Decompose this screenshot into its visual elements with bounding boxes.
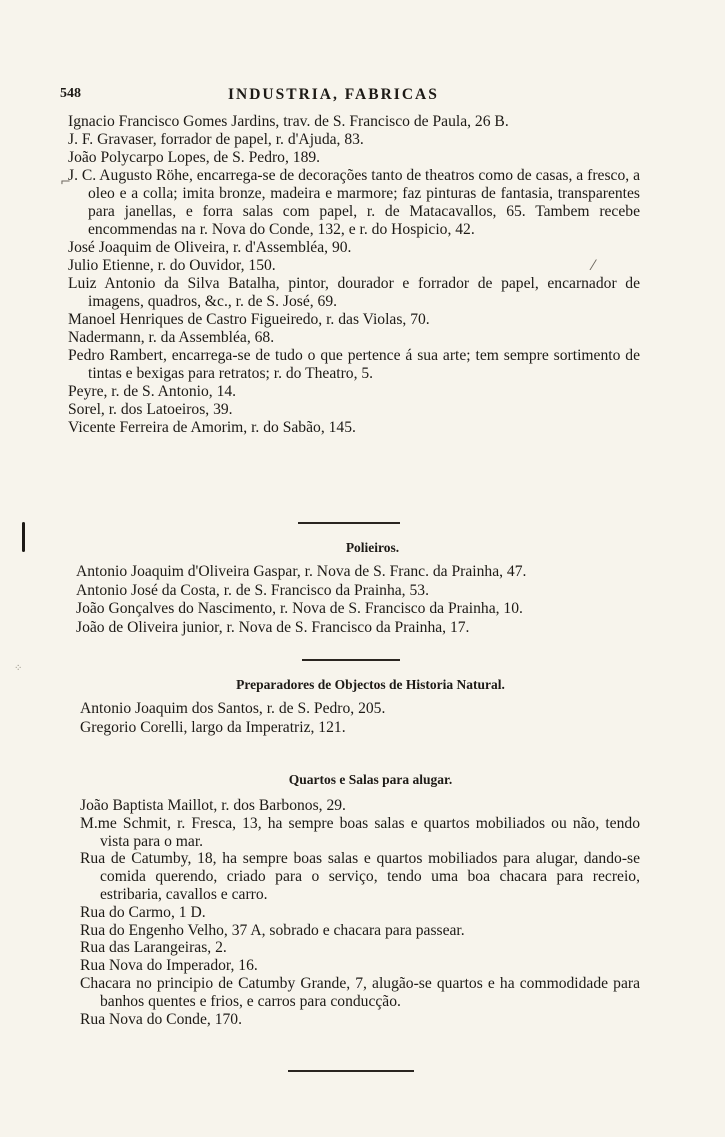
list-item: Rua do Carmo, 1 D. [80,903,206,921]
list-item: Luiz Antonio da Silva Batalha, pintor, dourador e forrador de papel, encarnador de imagens, quadros, &c., r. de S. José, 69. [68,275,640,310]
list-item: Chacara no principio de Catumby Grande, 7, alugão-se quartos e ha commodidade para banhos quentes e frios, e carros para conducção. [80,974,640,1010]
section-decorators [68,113,640,437]
pencil-mark: ⌐ [60,175,71,190]
list-item: Rua de Catumby, 18, ha sempre boas salas e quartos mobiliados para alugar, dando-se comida querendo, criado para o serviço, tendo uma boa chacara para recreio, estribaria, cavallos e carro. [80,850,640,903]
list-item: Gregorio Corelli, largo da Imperatriz, 121. [80,718,346,736]
list-item: M.me Schmit, r. Fresca, 13, ha sempre boas salas e quartos mobiliados ou não, tendo vista para o mar. [80,814,640,850]
list-item: Rua das Larangeiras, 2. [80,939,227,957]
page-header [60,86,660,106]
list-item: Sorel, r. dos Latoeiros, 39. [68,401,233,418]
list-item: Rua Nova do Conde, 170. [80,1010,242,1028]
list-item: Vicente Ferreira de Amorim, r. do Sabão, 145. [68,419,356,436]
list-item: J. C. Augusto Röhe, encarrega-se de decorações tanto de theatros como de casas, a fresco, a oleo e a colla; imita bronze, madeira e marmore; faz pinturas de fantasia, transparentes para janellas, e forra salas com papel, r. de Matacavallos, 65. Tambem recebe encommendas na r. Nova do Conde, 132, e r. do Hospicio, 42. [68,167,640,238]
running-title: INDUSTRIA, FABRICAS [228,86,439,103]
section-divider [302,659,400,661]
section-divider [298,522,400,524]
section-divider [288,1070,414,1072]
list-item: Rua Nova do Imperador, 16. [80,957,258,975]
margin-ink-mark [22,522,25,552]
list-item: João Baptista Maillot, r. dos Barbonos, 29. [80,797,346,814]
list-item: Antonio Joaquim dos Santos, r. de S. Pedro, 205. [80,700,386,717]
list-item: João de Oliveira junior, r. Nova de S. Francisco da Prainha, 17. [76,619,470,637]
list-item: Rua do Engenho Velho, 37 A, sobrado e chacara para passear. [80,921,465,939]
page-number: 548 [60,86,81,101]
section-heading-polieiros: Polieiros. [345,540,400,555]
list-item: Antonio Joaquim d'Oliveira Gaspar, r. Nova de S. Franc. da Prainha, 47. [76,563,527,580]
list-item: Julio Etienne, r. do Ouvidor, 150. [68,257,276,274]
list-item: João Gonçalves do Nascimento, r. Nova de S. Francisco da Prainha, 10. [76,600,523,618]
pencil-mark: ⁄ [592,258,595,274]
list-item: Pedro Rambert, encarrega-se de tudo o que pertence á sua arte; tem sempre sortimento de tintas e bexigas para retratos; r. do Theatro, 5. [68,347,640,382]
section-rooms [80,797,640,1028]
list-item: Ignacio Francisco Gomes Jardins, trav. de S. Francisco de Paula, 26 B. [68,113,509,130]
section-natural-history [80,700,640,737]
margin-specks: ⁘ [14,663,24,674]
list-item: José Joaquim de Oliveira, r. d'Assembléa, 90. [68,239,352,256]
list-item: Nadermann, r. da Assembléa, 68. [68,329,275,346]
list-item: João Polycarpo Lopes, de S. Pedro, 189. [68,149,321,166]
section-heading-rooms: Quartos e Salas para alugar. [288,772,453,787]
section-heading-natural-history: Preparadores de Objectos de Historia Natural. [236,677,505,692]
list-item: J. F. Gravaser, forrador de papel, r. d'Ajuda, 83. [68,131,364,148]
section-polieiros [76,563,644,638]
list-item: Antonio José da Costa, r. de S. Francisco da Prainha, 53. [76,581,429,599]
list-item: Peyre, r. de S. Antonio, 14. [68,383,237,400]
list-item: Manoel Henriques de Castro Figueiredo, r. das Violas, 70. [68,311,430,328]
